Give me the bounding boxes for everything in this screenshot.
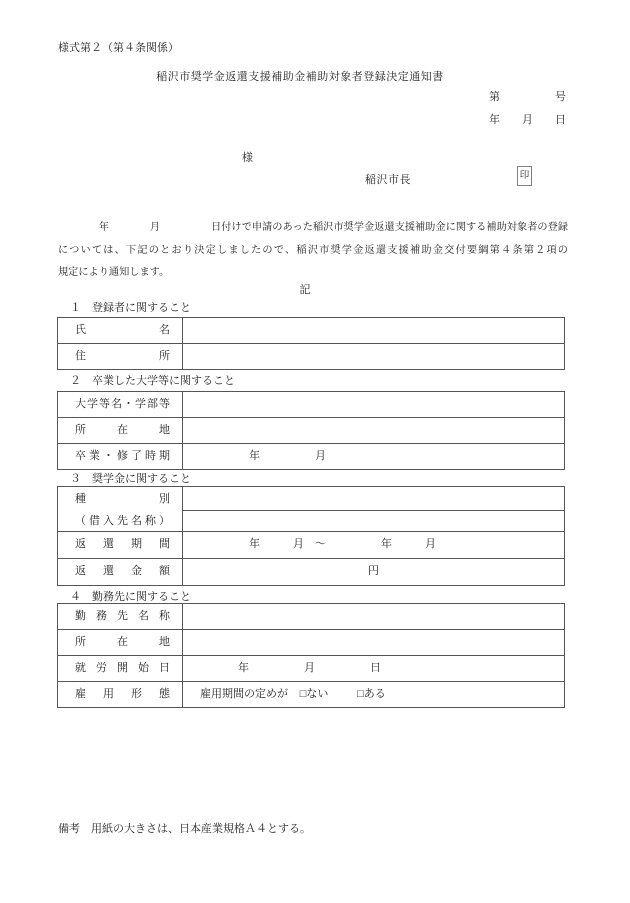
value-repayment-period: 年 月 ～ 年 月 — [183, 538, 436, 550]
value-type — [183, 487, 564, 510]
addressee-honorific: 様 — [242, 152, 253, 164]
remarks-note: 備考 用紙の大きさは、日本産業規格Ａ４とする。 — [58, 823, 311, 835]
body-paragraph — [58, 217, 568, 285]
label-employment-type: 雇用形態 — [58, 682, 183, 707]
table-row-scholarship-type — [58, 487, 564, 531]
seal-stamp-box: 印 — [517, 166, 532, 186]
label-address: 住所 — [58, 344, 183, 369]
label-repayment-amount: 返還金額 — [58, 559, 183, 585]
value-graduation-date: 年 月 — [183, 450, 326, 462]
value-repayment-amount: 円 — [368, 565, 379, 577]
form-code: 様式第２（第４条関係） — [58, 42, 179, 54]
value-university-location — [183, 418, 564, 443]
table-row-employer-location — [58, 629, 564, 655]
label-lender-name: （借入先名称） — [75, 515, 170, 527]
registrant-table — [57, 317, 565, 370]
table-row-repayment-period — [58, 531, 564, 558]
table-row-university-location — [58, 417, 564, 443]
label-employer-name: 勤務先名称 — [58, 604, 183, 629]
table-row-name — [58, 318, 564, 343]
table-row-address — [58, 343, 564, 369]
label-repayment-period: 返還期間 — [58, 532, 183, 558]
university-table — [57, 391, 565, 470]
sender-name: 稲沢市長 — [365, 174, 411, 186]
label-university-name: 大学等名・学部等 — [58, 392, 183, 417]
table-row-university-name — [58, 392, 564, 417]
scholarship-table — [57, 486, 565, 586]
document-date-line: 年 月 日 — [489, 114, 566, 126]
document-title: 稲沢市奨学金返還支援補助金補助対象者登録決定通知書 — [156, 71, 444, 83]
table-row-employer-name — [58, 604, 564, 629]
label-employment-start-date: 就労開始日 — [58, 656, 183, 681]
table-row-employment-start-date — [58, 655, 564, 681]
checkbox-fixed-term[interactable]: □ある — [357, 688, 386, 700]
value-employment-type — [183, 682, 564, 707]
value-address — [183, 344, 564, 369]
label-university-location: 所在地 — [58, 418, 183, 443]
table-row-graduation-date — [58, 443, 564, 469]
body-paragraph-line-3: 規定により通知します。 — [58, 267, 170, 279]
label-name: 氏名 — [58, 318, 183, 343]
checkbox-no-fixed-term[interactable]: □ない — [299, 688, 329, 700]
value-name — [183, 318, 564, 343]
section-2-heading: ２ 卒業した大学等に関すること — [70, 375, 235, 387]
label-type: 種別 — [75, 493, 170, 505]
label-employer-location: 所在地 — [58, 630, 183, 655]
table-row-employment-type — [58, 681, 564, 707]
value-lender-name — [183, 510, 564, 531]
body-paragraph-line-1: 年 月 日付けで申請のあった稲沢市奨学金返還支援補助金に関する補助対象者の登録 — [58, 222, 568, 233]
value-scholarship-type-stack — [183, 487, 564, 531]
value-employment-start-date: 年 月 日 — [183, 662, 381, 674]
label-scholarship-type — [58, 487, 183, 531]
body-paragraph-line-2: については、下記のとおり決定しましたので、稲沢市奨学金返還支援補助金交付要綱第４条第２項の — [58, 244, 568, 256]
employer-table — [57, 603, 565, 708]
section-1-heading: １ 登録者に関すること — [70, 302, 191, 314]
record-marker: 記 — [299, 284, 311, 296]
document-number-line: 第 号 — [489, 91, 566, 103]
value-employer-name — [183, 604, 564, 629]
table-row-repayment-amount — [58, 558, 564, 585]
section-3-heading: ３ 奨学金に関すること — [70, 473, 191, 485]
section-4-heading: ４ 勤務先に関すること — [70, 591, 191, 603]
label-graduation-date: 卒業・修了時期 — [58, 444, 183, 469]
employment-term-text: 雇用期間の定めが — [200, 688, 288, 700]
value-university-name — [183, 392, 564, 417]
value-employer-location — [183, 630, 564, 655]
